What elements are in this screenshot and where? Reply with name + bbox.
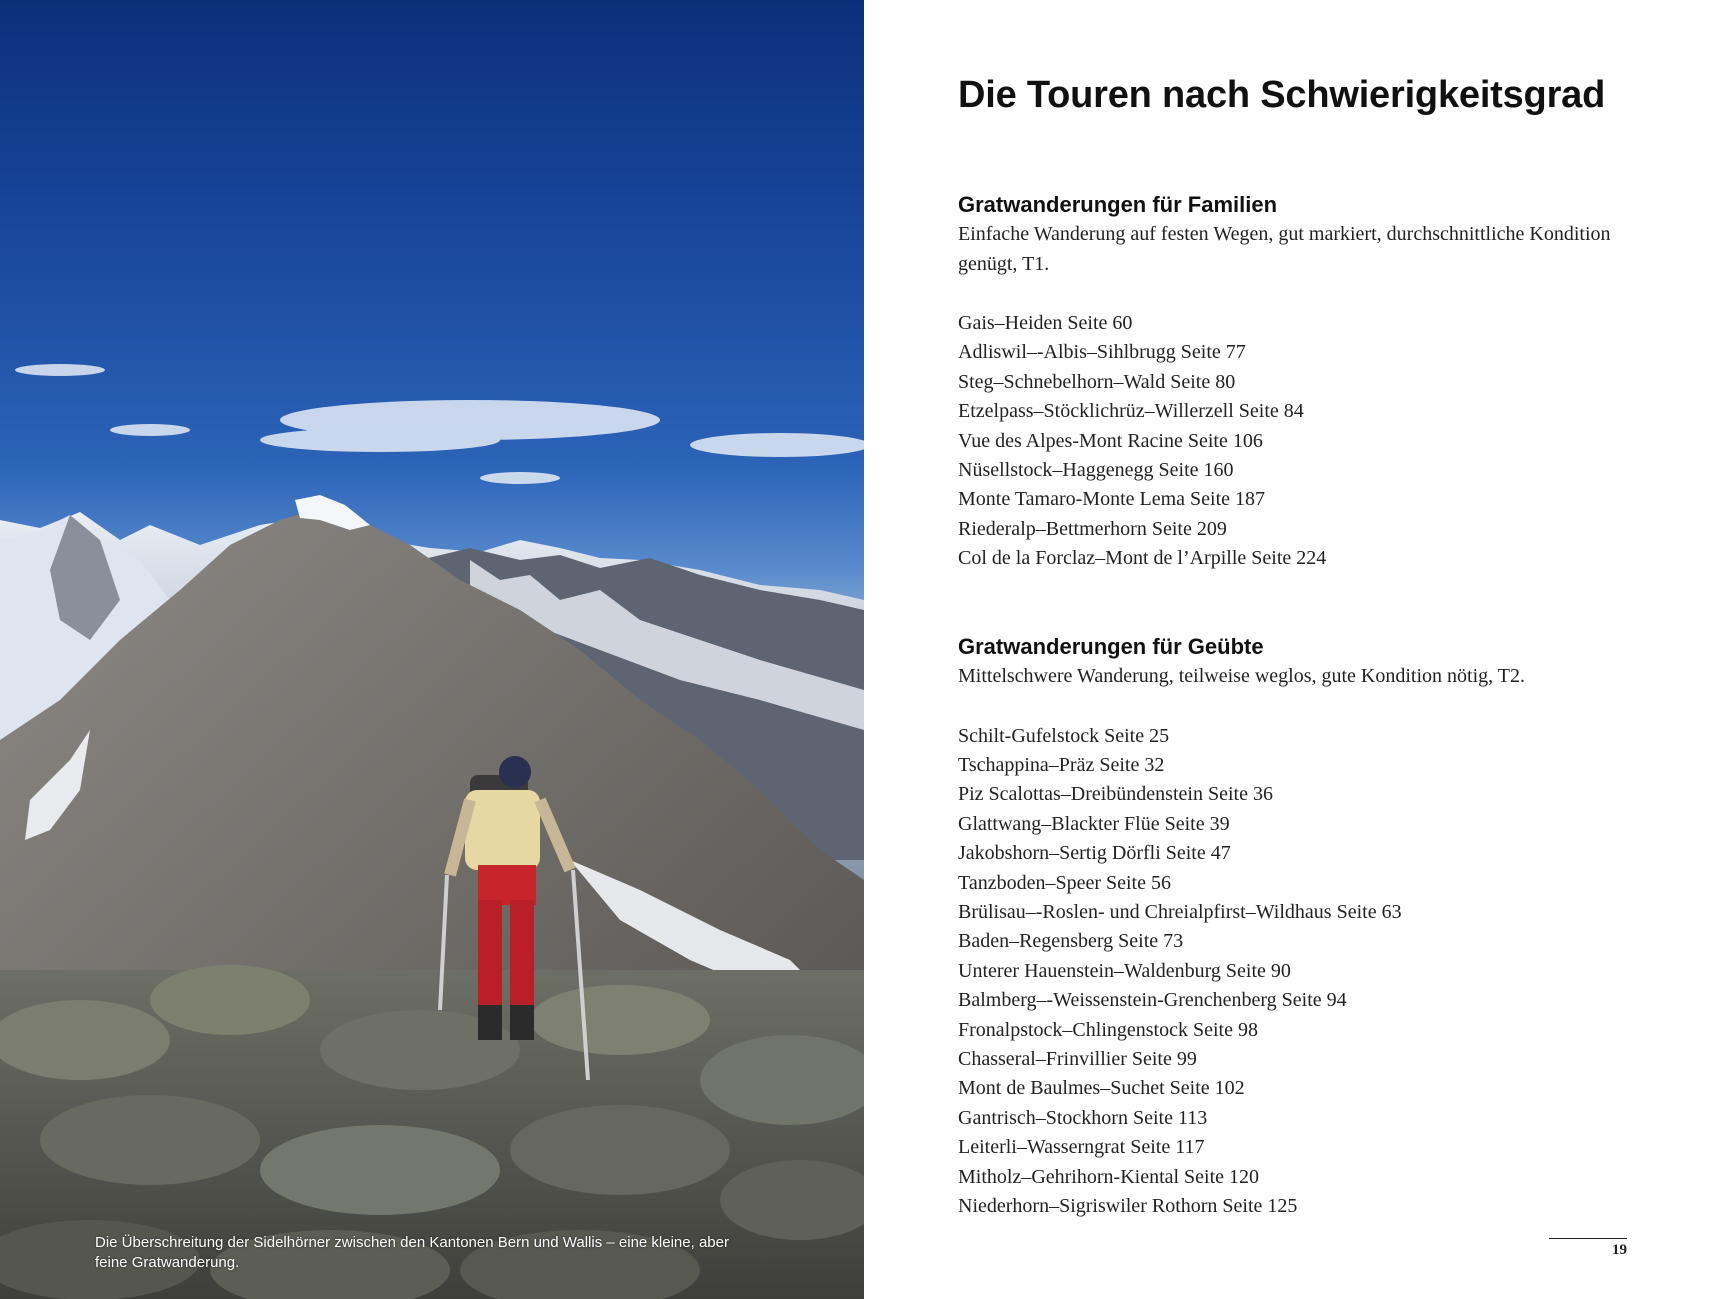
- tour-item: Gais–Heiden Seite 60: [958, 312, 1133, 334]
- tour-item: Vue des Alpes-Mont Racine Seite 106: [958, 429, 1263, 452]
- tour-item: Unterer Hauenstein–Waldenburg Seite 90: [958, 959, 1291, 982]
- tour-item: Mont de Baulmes–Suchet Seite 102: [958, 1077, 1245, 1100]
- tour-list: [958, 722, 1638, 1222]
- clouds: [15, 364, 864, 484]
- page-title: Die Touren nach Schwierigkeitsgrad: [958, 74, 1606, 116]
- tour-item: Mitholz–Gehrihorn-Kiental Seite 120: [958, 1165, 1260, 1188]
- text-page: [958, 0, 1638, 1299]
- tour-item: Leiterli–Wasserngrat Seite 117: [958, 1136, 1205, 1159]
- footer-rule: [1549, 1238, 1627, 1239]
- tour-item: Schilt-Gufelstock Seite 25: [958, 724, 1170, 747]
- tour-item: Gantrisch–Stockhorn Seite 113: [958, 1106, 1208, 1129]
- tour-item: Fronalpstock–Chlingenstock Seite 98: [958, 1018, 1258, 1041]
- tour-item: Brülisau–-Roslen- und Chreialpfirst–Wildhaus Seite 63: [958, 900, 1402, 923]
- tour-item: Col de la Forclaz–Mont de l’Arpille Seite 224: [958, 547, 1327, 570]
- tour-item: Baden–Regensberg Seite 73: [958, 930, 1184, 953]
- tour-item: Chasseral–Frinvillier Seite 99: [958, 1047, 1197, 1070]
- photo-caption: Die Überschreitung der Sidelhörner zwischen den Kantonen Bern und Wallis – eine kleine, aber feine Gratwanderung.: [95, 1234, 729, 1271]
- tour-item: Etzelpass–Stöcklichrüz–Willerzell Seite 84: [958, 400, 1304, 423]
- tour-item: Balmberg–-Weissenstein-Grenchenberg Seite 94: [958, 989, 1347, 1012]
- section-description: Einfache Wanderung auf festen Wegen, gut markiert, durchschnittliche Kondition genügt, T1.: [958, 223, 1611, 275]
- section-description: Mittelschwere Wanderung, teilweise weglos, gute Kondition nötig, T2.: [958, 665, 1525, 687]
- tour-item: Tschappina–Präz Seite 32: [958, 753, 1165, 776]
- tour-item: Piz Scalottas–Dreibündenstein Seite 36: [958, 783, 1273, 806]
- tour-item: Niederhorn–Sigriswiler Rothorn Seite 125: [958, 1195, 1298, 1217]
- tour-item: Glattwang–Blackter Flüe Seite 39: [958, 812, 1230, 835]
- tour-item: Adliswil–-Albis–Sihlbrugg Seite 77: [958, 341, 1246, 364]
- section-families: [958, 190, 1638, 574]
- tour-item: Nüsellstock–Haggenegg Seite 160: [958, 459, 1234, 482]
- tour-item: Steg–Schnebelhorn–Wald Seite 80: [958, 370, 1236, 393]
- tour-item: Jakobshorn–Sertig Dörfli Seite 47: [958, 842, 1231, 865]
- tour-item: Riederalp–Bettmerhorn Seite 209: [958, 517, 1227, 540]
- section-experienced: [958, 632, 1638, 1221]
- tour-list: [958, 309, 1638, 574]
- section-heading: Gratwanderungen für Geübte: [958, 634, 1264, 659]
- tour-item: Tanzboden–Speer Seite 56: [958, 871, 1171, 894]
- section-heading: Gratwanderungen für Familien: [958, 192, 1278, 217]
- page-number: 19: [1612, 1242, 1627, 1258]
- tour-item: Monte Tamaro-Monte Lema Seite 187: [958, 488, 1266, 511]
